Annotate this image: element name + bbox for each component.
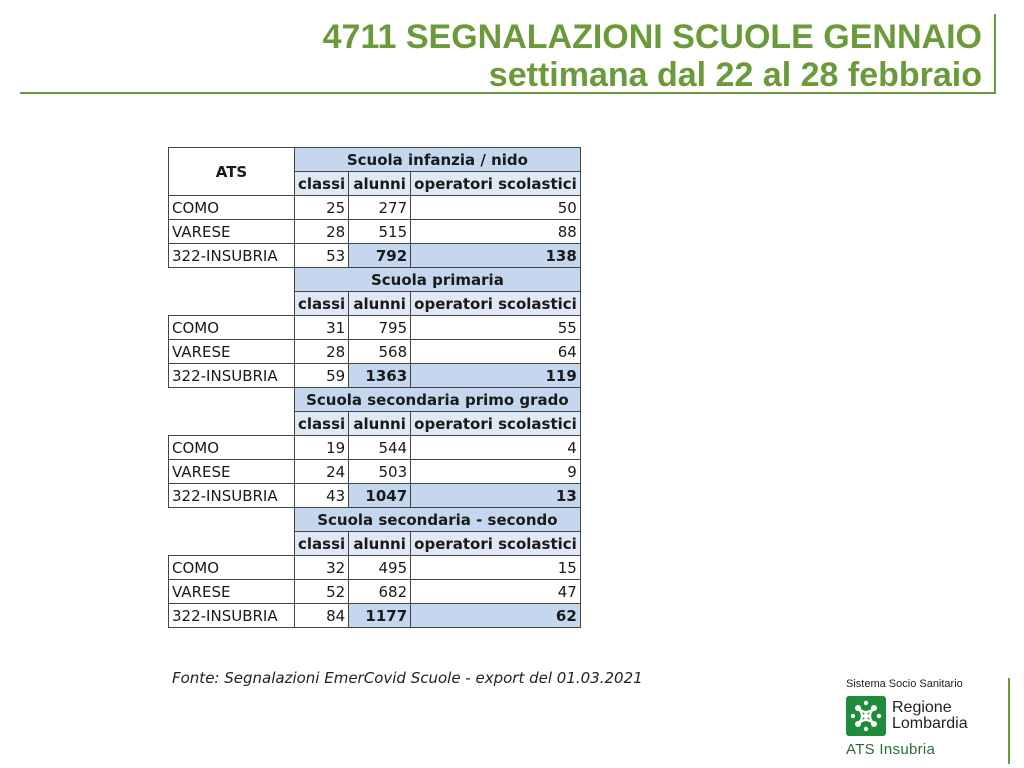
cell-operatori: 119 bbox=[411, 364, 581, 388]
cell-operatori: 62 bbox=[411, 604, 581, 628]
table-row bbox=[169, 436, 581, 460]
cell-classi: 43 bbox=[295, 484, 349, 508]
cell-operatori: 50 bbox=[411, 196, 581, 220]
blank-cell bbox=[169, 292, 295, 316]
cell-operatori: 4 bbox=[411, 436, 581, 460]
column-header-row bbox=[169, 532, 581, 556]
source-note: Fonte: Segnalazioni EmerCovid Scuole - export del 01.03.2021 bbox=[172, 669, 643, 687]
section-header-row bbox=[169, 268, 581, 292]
col-header-alunni: alunni bbox=[349, 412, 411, 436]
col-header-operatori: operatori scolastici bbox=[411, 412, 581, 436]
cell-alunni: 1363 bbox=[349, 364, 411, 388]
cell-classi: 52 bbox=[295, 580, 349, 604]
logo-name bbox=[892, 700, 968, 732]
table-row bbox=[169, 220, 581, 244]
cell-operatori: 64 bbox=[411, 340, 581, 364]
section-title: Scuola secondaria - secondo bbox=[295, 508, 581, 532]
section-header-row bbox=[169, 388, 581, 412]
logo-block bbox=[838, 678, 1010, 764]
col-header-classi: classi bbox=[295, 172, 349, 196]
cell-ats: VARESE bbox=[169, 460, 295, 484]
page-title: 4711 SEGNALAZIONI SCUOLE GENNAIO bbox=[322, 18, 982, 56]
logo-name-line1: Regione bbox=[892, 699, 952, 716]
cell-alunni: 1047 bbox=[349, 484, 411, 508]
cell-classi: 59 bbox=[295, 364, 349, 388]
table-row bbox=[169, 196, 581, 220]
cell-operatori: 13 bbox=[411, 484, 581, 508]
cell-operatori: 9 bbox=[411, 460, 581, 484]
col-header-alunni: alunni bbox=[349, 172, 411, 196]
cell-operatori: 47 bbox=[411, 580, 581, 604]
col-header-alunni: alunni bbox=[349, 292, 411, 316]
col-header-alunni: alunni bbox=[349, 532, 411, 556]
cell-operatori: 138 bbox=[411, 244, 581, 268]
table-row bbox=[169, 316, 581, 340]
section-title: Scuola infanzia / nido bbox=[295, 148, 581, 172]
cell-ats: COMO bbox=[169, 316, 295, 340]
cell-classi: 53 bbox=[295, 244, 349, 268]
blank-cell bbox=[169, 508, 295, 532]
report-table bbox=[168, 147, 581, 628]
column-header-row bbox=[169, 412, 581, 436]
cell-alunni: 792 bbox=[349, 244, 411, 268]
cell-classi: 19 bbox=[295, 436, 349, 460]
table-row bbox=[169, 580, 581, 604]
table-row bbox=[169, 460, 581, 484]
cell-classi: 32 bbox=[295, 556, 349, 580]
col-header-operatori: operatori scolastici bbox=[411, 532, 581, 556]
cell-classi: 28 bbox=[295, 340, 349, 364]
cell-ats: COMO bbox=[169, 196, 295, 220]
cell-ats: VARESE bbox=[169, 580, 295, 604]
cell-classi: 84 bbox=[295, 604, 349, 628]
cell-ats: 322-INSUBRIA bbox=[169, 364, 295, 388]
blank-cell bbox=[169, 268, 295, 292]
table-row bbox=[169, 556, 581, 580]
cell-alunni: 795 bbox=[349, 316, 411, 340]
logo-ats-text: ATS Insubria bbox=[846, 741, 936, 758]
cell-ats: 322-INSUBRIA bbox=[169, 604, 295, 628]
cell-ats: VARESE bbox=[169, 220, 295, 244]
blank-cell bbox=[169, 532, 295, 556]
cell-operatori: 15 bbox=[411, 556, 581, 580]
cell-alunni: 568 bbox=[349, 340, 411, 364]
cell-ats: 322-INSUBRIA bbox=[169, 244, 295, 268]
section-title: Scuola primaria bbox=[295, 268, 581, 292]
col-header-operatori: operatori scolastici bbox=[411, 172, 581, 196]
col-header-classi: classi bbox=[295, 412, 349, 436]
logo-name-line2: Lombardia bbox=[892, 715, 968, 732]
cell-operatori: 88 bbox=[411, 220, 581, 244]
cell-ats: 322-INSUBRIA bbox=[169, 484, 295, 508]
cell-alunni: 495 bbox=[349, 556, 411, 580]
cell-alunni: 544 bbox=[349, 436, 411, 460]
cell-alunni: 682 bbox=[349, 580, 411, 604]
title-block bbox=[20, 14, 996, 94]
table-row-total bbox=[169, 604, 581, 628]
cell-classi: 24 bbox=[295, 460, 349, 484]
logo-system-text: Sistema Socio Sanitario bbox=[846, 678, 963, 690]
cell-ats: VARESE bbox=[169, 340, 295, 364]
ats-header-cell: ATS bbox=[169, 148, 295, 196]
cell-operatori: 55 bbox=[411, 316, 581, 340]
cell-classi: 25 bbox=[295, 196, 349, 220]
table-row-total bbox=[169, 244, 581, 268]
col-header-classi: classi bbox=[295, 532, 349, 556]
col-header-operatori: operatori scolastici bbox=[411, 292, 581, 316]
cell-alunni: 503 bbox=[349, 460, 411, 484]
column-header-row bbox=[169, 292, 581, 316]
blank-cell bbox=[169, 388, 295, 412]
regione-lombardia-rosa-camuna-icon bbox=[846, 696, 886, 736]
table-row bbox=[169, 340, 581, 364]
section-title: Scuola secondaria primo grado bbox=[295, 388, 581, 412]
cell-alunni: 515 bbox=[349, 220, 411, 244]
blank-cell bbox=[169, 412, 295, 436]
section-header-row bbox=[169, 148, 581, 172]
table-row-total bbox=[169, 484, 581, 508]
table-body bbox=[169, 148, 581, 628]
page-subtitle: settimana dal 22 al 28 febbraio bbox=[488, 56, 982, 94]
cell-classi: 28 bbox=[295, 220, 349, 244]
col-header-classi: classi bbox=[295, 292, 349, 316]
section-header-row bbox=[169, 508, 581, 532]
cell-alunni: 1177 bbox=[349, 604, 411, 628]
cell-alunni: 277 bbox=[349, 196, 411, 220]
table-row-total bbox=[169, 364, 581, 388]
cell-ats: COMO bbox=[169, 556, 295, 580]
cell-classi: 31 bbox=[295, 316, 349, 340]
cell-ats: COMO bbox=[169, 436, 295, 460]
